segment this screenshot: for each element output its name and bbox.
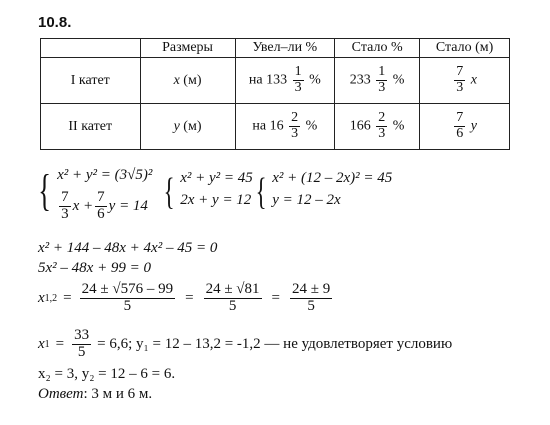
became-fraction bbox=[376, 65, 387, 95]
size-var: x bbox=[173, 72, 180, 88]
answer-label: Ответ bbox=[38, 386, 84, 402]
var-x: x bbox=[38, 335, 45, 352]
brace-icon: { bbox=[255, 171, 267, 213]
increase-fraction bbox=[293, 65, 304, 95]
subscript: 1,2 bbox=[44, 292, 58, 304]
numerator: 24 ± √81 bbox=[205, 281, 260, 297]
quadratic-formula-line bbox=[38, 282, 334, 315]
denominator: 3 bbox=[61, 205, 69, 222]
x2-line: x₂ = 3, y₂ = 12 – 6 = 6. bbox=[38, 366, 176, 382]
size-cell bbox=[140, 58, 235, 104]
answer-line bbox=[38, 386, 152, 403]
numerator: 1 bbox=[378, 64, 386, 80]
row-label: I катет bbox=[41, 58, 141, 104]
brace-icon: { bbox=[38, 166, 51, 216]
fraction bbox=[204, 282, 262, 315]
table-row bbox=[41, 104, 510, 150]
numerator: 2 bbox=[378, 110, 386, 126]
became-whole: 166 bbox=[349, 118, 371, 134]
equation-line: 5x² – 48x + 99 = 0 bbox=[38, 260, 152, 276]
denominator: 5 bbox=[228, 297, 237, 314]
became-m-cell bbox=[420, 104, 510, 150]
denominator: 3 bbox=[294, 80, 302, 95]
denominator: 3 bbox=[378, 80, 386, 95]
increase-prefix: на 133 bbox=[248, 72, 288, 88]
size-unit: (м) bbox=[183, 118, 202, 134]
equals: = bbox=[55, 335, 65, 352]
equation-system-3 bbox=[252, 170, 392, 214]
denominator: 3 bbox=[378, 126, 386, 141]
fraction bbox=[80, 282, 175, 315]
equals: = bbox=[271, 289, 281, 306]
x1-rest: = 6,6; y₁ = 12 – 13,2 = -1,2 — не удовлетворяет условию bbox=[97, 335, 453, 352]
numerator: 7 bbox=[456, 110, 464, 126]
equation-system-1 bbox=[34, 160, 152, 223]
equation-line: x² + 144 – 48x + 4x² – 45 = 0 bbox=[38, 240, 218, 256]
brace-icon: { bbox=[163, 171, 175, 213]
table-header-row bbox=[41, 39, 510, 58]
became-pct-cell bbox=[335, 58, 420, 104]
table-header: Увел–ли % bbox=[235, 39, 335, 58]
m-var: x bbox=[470, 72, 477, 88]
subscript: 1 bbox=[44, 338, 50, 350]
equals: = bbox=[185, 289, 194, 306]
size-cell bbox=[140, 104, 235, 150]
system-line: 2x + y = 12 bbox=[180, 192, 252, 208]
size-unit: (м) bbox=[183, 72, 202, 88]
percent-sign: % bbox=[305, 118, 318, 134]
increase-cell bbox=[235, 104, 335, 150]
data-table bbox=[40, 38, 510, 150]
m-var: y bbox=[470, 118, 477, 134]
numerator: 7 bbox=[97, 189, 105, 205]
m-fraction bbox=[454, 111, 465, 141]
numerator: 7 bbox=[61, 189, 69, 205]
denominator: 5 bbox=[77, 343, 86, 360]
table-header: Стало (м) bbox=[420, 39, 510, 58]
denominator: 6 bbox=[97, 205, 105, 222]
system-line bbox=[57, 190, 152, 223]
denominator: 5 bbox=[307, 297, 315, 314]
system-line: x² + y² = 45 bbox=[180, 170, 253, 186]
x1-line bbox=[38, 328, 452, 361]
percent-sign: % bbox=[392, 118, 405, 134]
system-line: y = 12 – 2x bbox=[272, 192, 341, 208]
problem-number: 10.8. bbox=[38, 14, 72, 31]
became-fraction bbox=[376, 111, 387, 141]
var-x: x bbox=[38, 289, 45, 306]
fraction bbox=[59, 190, 71, 223]
denominator: 3 bbox=[456, 80, 464, 95]
fraction bbox=[72, 328, 91, 361]
table-row bbox=[41, 58, 510, 104]
system-line: x² + y² = (3√5)² bbox=[57, 166, 153, 183]
equals: = bbox=[63, 289, 72, 306]
answer-text: : 3 м и 6 м. bbox=[83, 386, 153, 402]
numerator: 24 ± 9 bbox=[292, 281, 331, 297]
became-whole: 233 bbox=[349, 72, 371, 88]
denominator: 5 bbox=[123, 297, 132, 314]
system-line: x² + (12 – 2x)² = 45 bbox=[272, 170, 393, 186]
numerator: 1 bbox=[294, 64, 302, 80]
size-var: y bbox=[173, 118, 180, 134]
increase-fraction bbox=[289, 111, 300, 141]
numerator: 2 bbox=[291, 110, 299, 126]
row-label: II катет bbox=[41, 104, 141, 150]
term: x + bbox=[72, 197, 94, 214]
fraction bbox=[95, 190, 107, 223]
became-m-cell bbox=[420, 58, 510, 104]
equation-system-2 bbox=[160, 170, 253, 214]
increase-prefix: на 16 bbox=[252, 118, 284, 134]
term: y = 14 bbox=[108, 197, 148, 214]
table-header: Размеры bbox=[140, 39, 235, 58]
percent-sign: % bbox=[392, 72, 405, 88]
denominator: 6 bbox=[456, 126, 464, 141]
became-pct-cell bbox=[335, 104, 420, 150]
numerator: 33 bbox=[74, 327, 90, 343]
denominator: 3 bbox=[291, 126, 299, 141]
numerator: 7 bbox=[456, 64, 464, 80]
percent-sign: % bbox=[309, 72, 321, 88]
fraction bbox=[290, 282, 332, 315]
numerator: 24 ± √576 – 99 bbox=[81, 281, 174, 297]
table-header: Стало % bbox=[335, 39, 420, 58]
table-header bbox=[41, 39, 141, 58]
m-fraction bbox=[454, 65, 465, 95]
increase-cell bbox=[235, 58, 335, 104]
